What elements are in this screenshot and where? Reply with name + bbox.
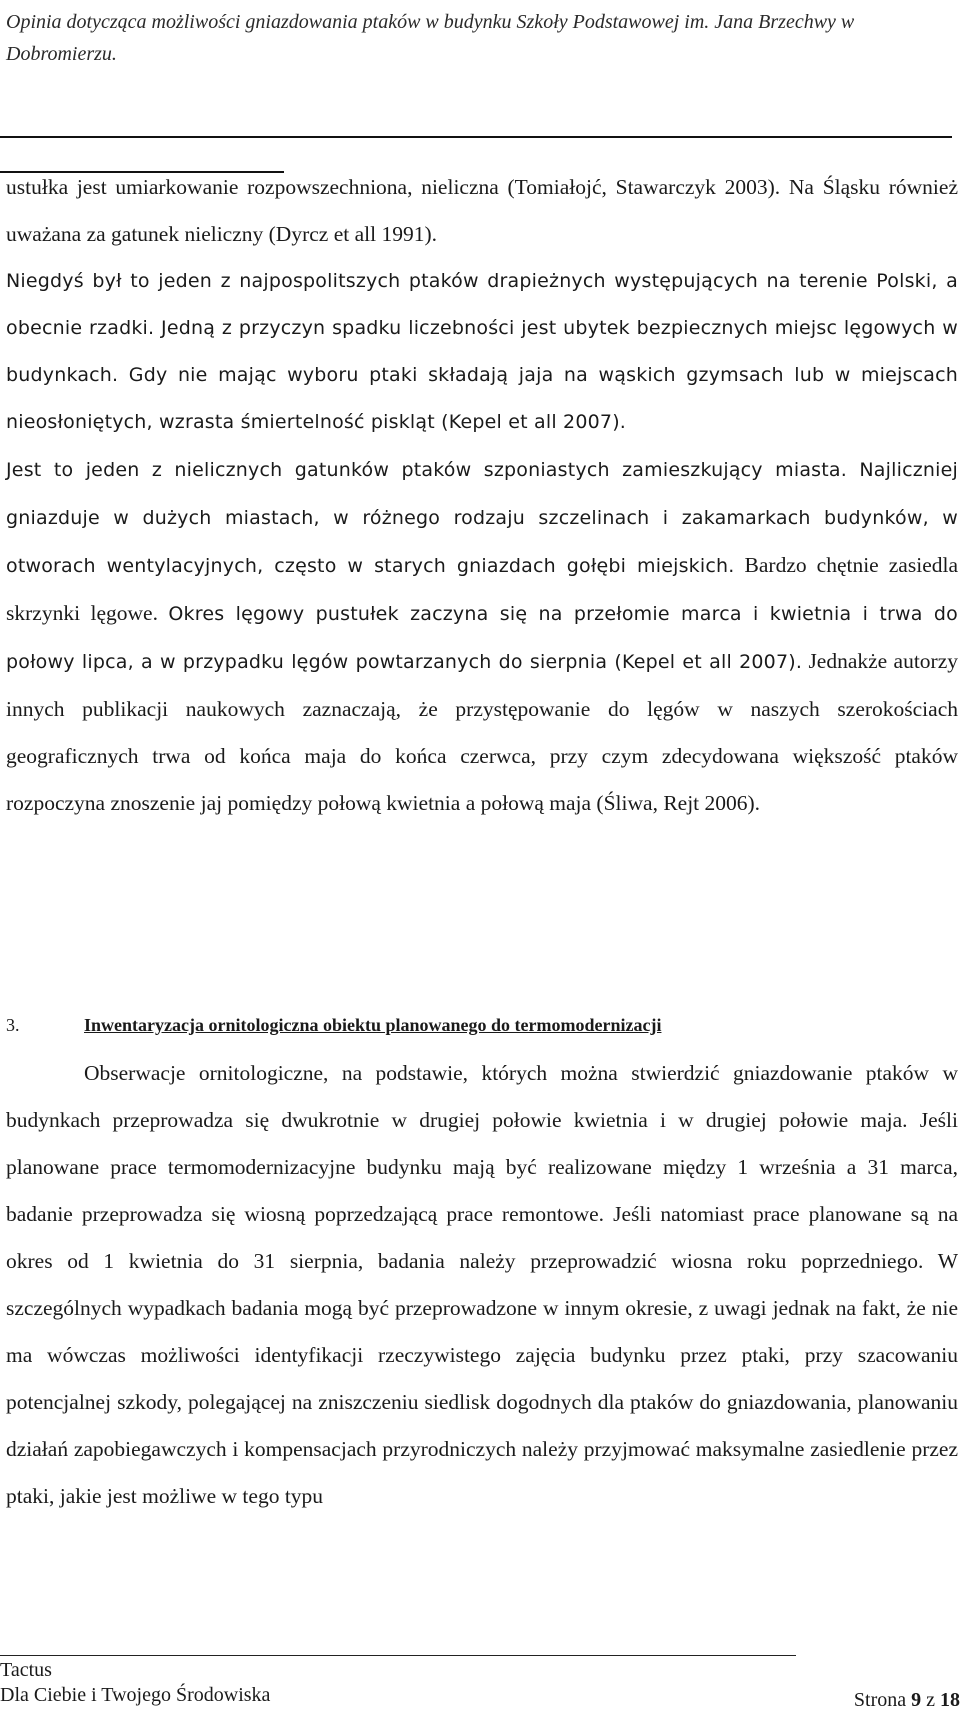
paragraph-2: Niegdyś był to jeden z najpospolitszych ptaków drapieżnych występujących na terenie Polski, a obecnie rzadki. Jedną z przyczyn spadku liczebności jest ubytek bezpiecznych miejsc lęgowych w budynkach. Gdy nie mając wyboru ptaki składają jaja na wąskich gzymsach lub w miejscach nieosłoniętych, wzrasta śmiertelność piskląt (Kepel et all 2007).	[6, 270, 958, 433]
footer-tagline: Dla Ciebie i Twojego Środowiska	[0, 1684, 271, 1706]
paragraph-3-part-b: Bardzo chętnie zasiedla skrzynki lęgowe.	[6, 553, 958, 625]
paragraph-3-part-a: Jest to jeden z nielicznych gatunków ptaków szponiastych zamieszkujący miasta. Najliczniej gniazduje w dużych miastach, w różnego rodzaju szczelinach i zakamarkach budynków, w otworach wentylacyjnych, często w starych gniazdach gołębi miejskich.	[6, 459, 958, 577]
paragraph-3-part-d: Jednakże autorzy innych publikacji naukowych zaznaczają, że przystępowanie do lęgów w naszych szerokościach geograficznych trwa od końca maja do końca czerwca, przy czym zdecydowana większość ptaków rozpoczyna znoszenie jaj pomiędzy połową kwietnia a połową maja (Śliwa, Rejt 2006).	[6, 649, 959, 815]
paragraph-1: ustułka jest umiarkowanie rozpowszechniona, nieliczna (Tomiałojć, Stawarczyk 2003). Na Śląsku również uważana za gatunek nieliczny (Dyrcz et all 1991).	[6, 175, 958, 246]
paragraph-3-part-c: Okres lęgowy pustułek zaczyna się na przełomie marca i kwietnia i trwa do połowy lipca, a w przypadku lęgów powtarzanych do sierpnia (Kepel et all 2007).	[6, 603, 959, 673]
section-part-3: Jeśli natomiast prace planowane są na okres od 1 kwietnia do 31 sierpnia, badania należy przeprowadzić wiosna roku poprzedniego.	[6, 1202, 958, 1273]
section-part-2: Jeśli planowane prace termomodernizacyjne budynku mają być realizowane między 1 września a 31 marca, badanie przeprowadza się wiosną poprzedzającą prace remontowe.	[6, 1108, 958, 1226]
section-part-1: Obserwacje ornitologiczne, na podstawie, których można stwierdzić gniazdowanie ptaków w budynkach przeprowadza się dwukrotnie w drugiej połowie kwietnia i w drugiej połowie maja.	[6, 1061, 958, 1132]
page-separator: z	[926, 1689, 935, 1711]
page-prefix: Strona	[853, 1689, 907, 1711]
section-heading	[6, 1011, 946, 1039]
footer-divider	[0, 1655, 796, 1656]
page-number	[854, 1689, 960, 1711]
page-header-title: Opinia dotycząca możliwości gniazdowania ptaków w budynku Szkoły Podstawowej im. Jana Brzechwy w Dobromierzu.	[6, 11, 855, 65]
body-text-section	[6, 1050, 958, 1520]
section-paragraph	[6, 1050, 958, 1520]
body-text-top	[6, 164, 958, 827]
section-title: Inwentaryzacja ornitologiczna obiektu planowanego do termomodernizacji	[84, 1015, 662, 1035]
section-number: 3.	[6, 1015, 20, 1035]
header-divider	[0, 136, 952, 138]
footer-company: Tactus	[0, 1659, 52, 1681]
section-part-4: W szczególnych wypadkach badania mogą być przeprowadzone w innym okresie, z uwagi jednak na fakt, że nie ma wówczas możliwości identyfikacji rzeczywistego zajęcia budynku przez ptaki, przy szacowaniu potencjalnej szkody, polegającej na zniszczeniu siedlisk dogodnych dla ptaków do gniazdowania, planowaniu działań zapobiegawczych i kompensacjach przyrodniczych należy przyjmować maksymalne zasiedlenie przez ptaki, jakie jest możliwe w tego typu	[6, 1249, 958, 1508]
page-current: 9	[911, 1689, 922, 1711]
paragraph-3	[6, 446, 958, 827]
page-total: 18	[940, 1689, 960, 1711]
